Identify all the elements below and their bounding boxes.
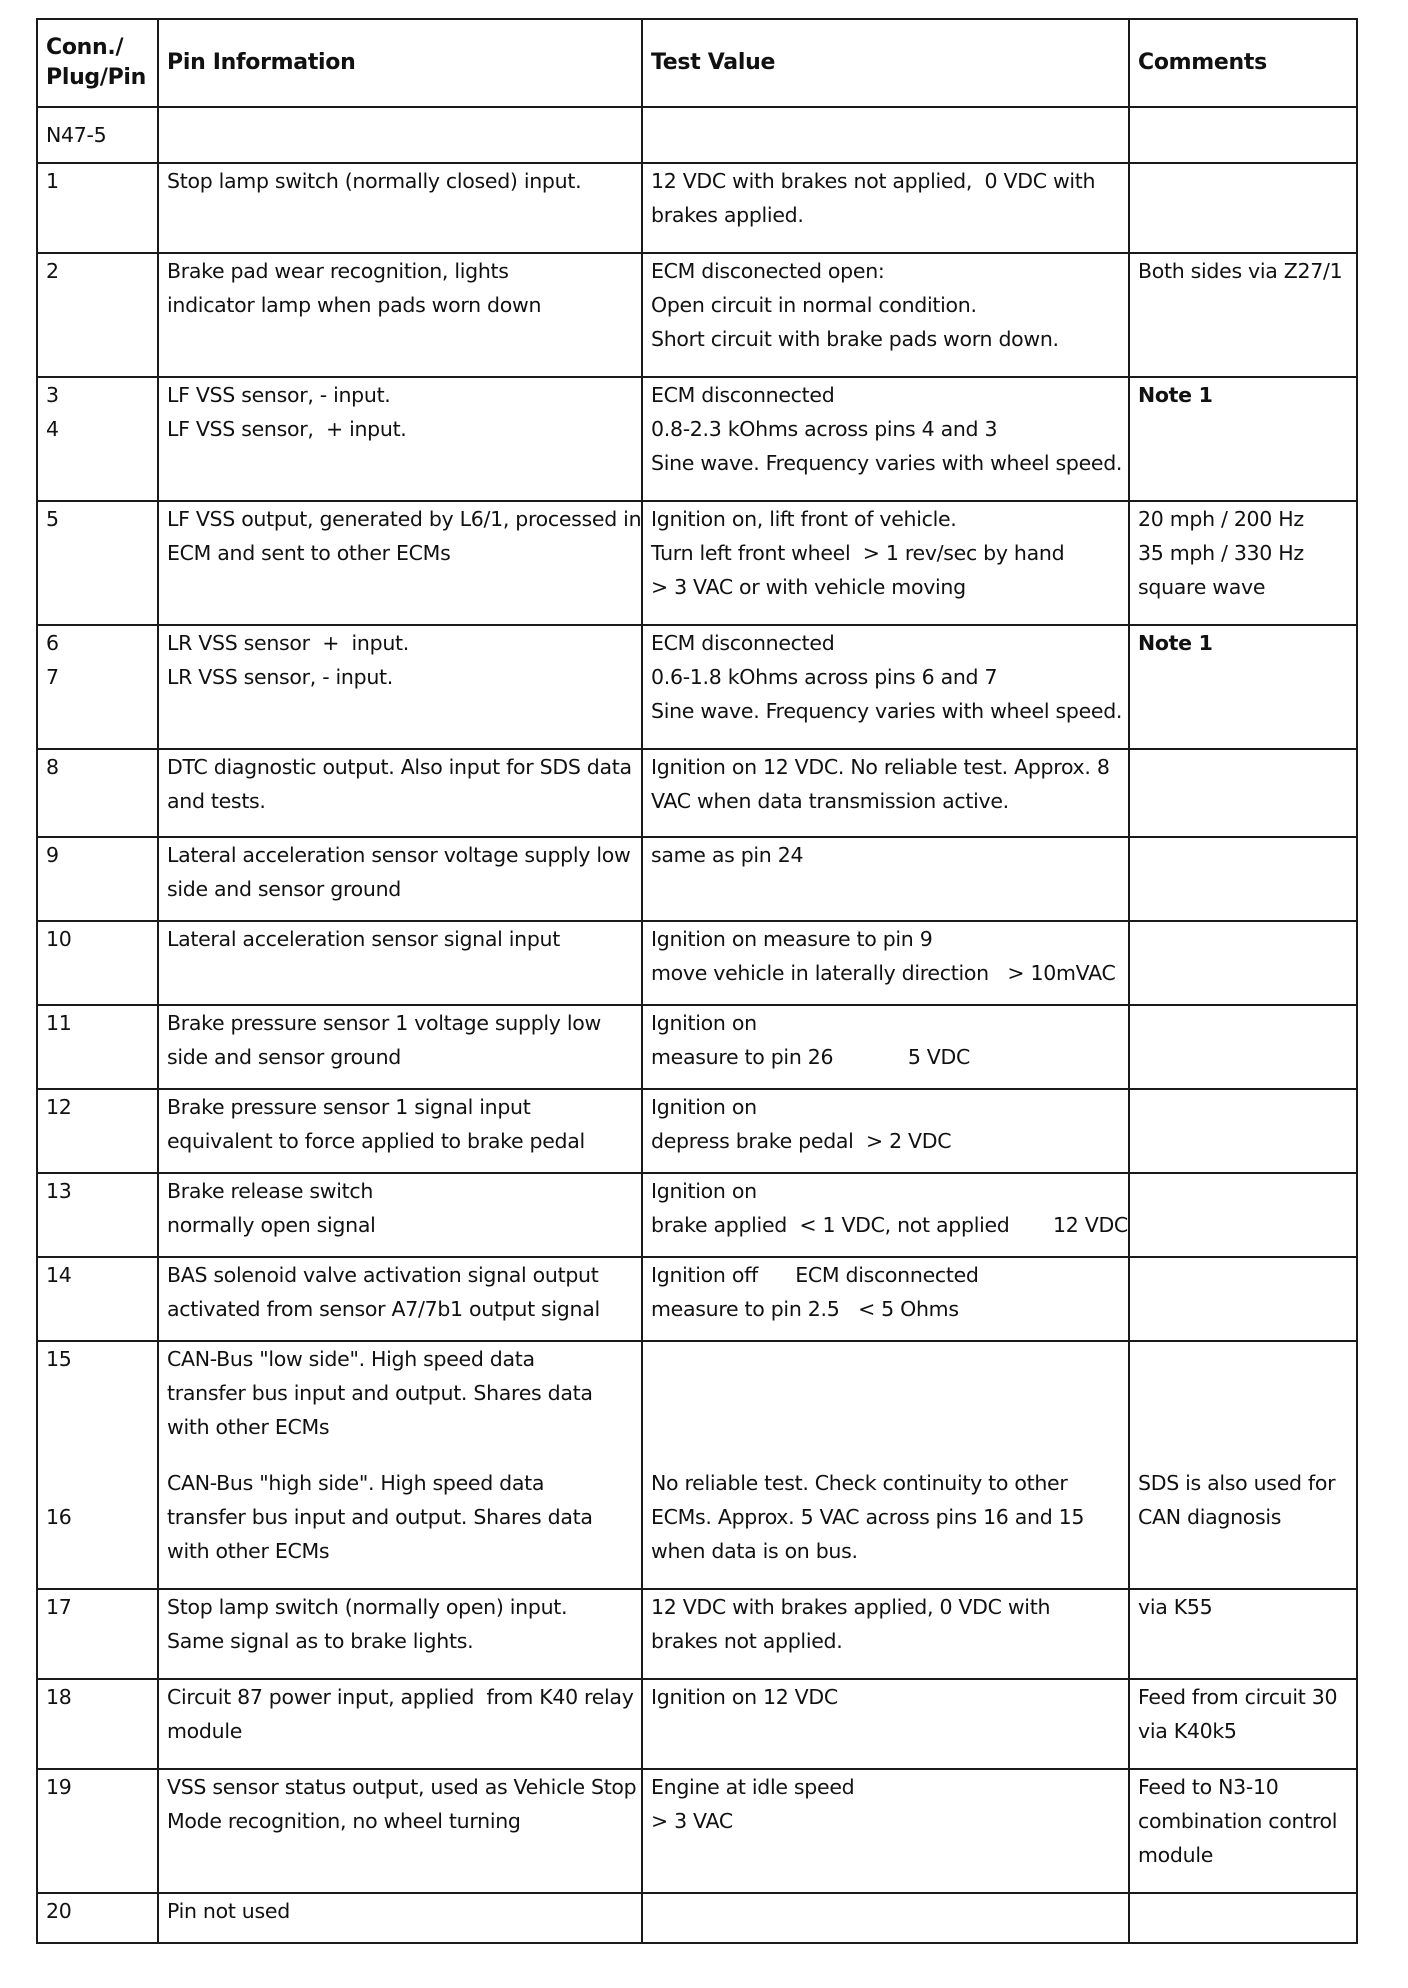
test-value-cell <box>642 163 1129 253</box>
comments-line: SDS is also used for <box>1138 1471 1336 1495</box>
pin-cell-line: 6 <box>46 631 59 655</box>
comments-cell <box>1129 501 1357 625</box>
pin-info-cell-line: Brake pressure sensor 1 voltage supply low <box>167 1011 601 1035</box>
test-value-cell-line: depress brake pedal > 2 VDC <box>651 1129 952 1153</box>
pin-info-cell-line: ECM and sent to other ECMs <box>167 541 451 565</box>
empty-cell <box>642 107 1129 163</box>
test-value-cell <box>642 921 1129 1005</box>
test-value-cell <box>642 749 1129 837</box>
pin-info-cell-line: Same signal as to brake lights. <box>167 1629 474 1653</box>
comments-cell <box>1129 625 1357 749</box>
comments-cell <box>1129 1089 1357 1173</box>
pin-info-cell-line: normally open signal <box>167 1213 376 1237</box>
pin-cell-line: 5 <box>46 507 59 531</box>
pin-info-cell-line: BAS solenoid valve activation signal output <box>167 1263 599 1287</box>
pin-cell <box>37 377 158 501</box>
table-row <box>37 253 1357 377</box>
test-value-cell <box>642 1769 1129 1893</box>
pin-cell <box>37 253 158 377</box>
table-row <box>37 921 1357 1005</box>
test-value-cell-line: Sine wave. Frequency varies with wheel speed. <box>651 699 1123 723</box>
pin-cell-line: 17 <box>46 1595 72 1619</box>
pin-info-cell-line: Stop lamp switch (normally open) input. <box>167 1595 568 1619</box>
pin-cell-line: 19 <box>46 1775 72 1799</box>
table-row <box>37 1005 1357 1089</box>
pin-info-cell-line: LF VSS sensor, + input. <box>167 417 407 441</box>
pin-info-cell-line: VSS sensor status output, used as Vehicle Stop <box>167 1775 637 1799</box>
pin-info-cell <box>158 1893 642 1943</box>
pin-cell-line: 11 <box>46 1011 72 1035</box>
test-value-cell <box>642 837 1129 921</box>
comments-cell-line: 20 mph / 200 Hz <box>1138 507 1304 531</box>
comments-cell <box>1129 1005 1357 1089</box>
test-value-cell-line: measure to pin 26 5 VDC <box>651 1045 971 1069</box>
comments-cell <box>1129 1257 1357 1341</box>
pin-cell <box>37 501 158 625</box>
comments-cell-line: Feed to N3-10 <box>1138 1775 1279 1799</box>
pin-info-cell-line: and tests. <box>167 789 266 813</box>
pin-cell <box>37 1257 158 1341</box>
comments-cell-line: module <box>1138 1843 1214 1867</box>
pin-line: 15 <box>46 1347 72 1371</box>
test-value-cell <box>642 1589 1129 1679</box>
comments-cell-line: Note 1 <box>1138 631 1213 655</box>
pin-info-cell <box>158 377 642 501</box>
pin-table <box>36 18 1358 1944</box>
pin-cell-line: 8 <box>46 755 59 779</box>
test-value-cell-line: 12 VDC with brakes applied, 0 VDC with <box>651 1595 1051 1619</box>
test-value-cell-line: Ignition on, lift front of vehicle. <box>651 507 957 531</box>
pin-info-cell-line: Circuit 87 power input, applied from K40 relay <box>167 1685 634 1709</box>
test-value-cell-line: Ignition on measure to pin 9 <box>651 927 933 951</box>
test-value-cell-line: Ignition on <box>651 1011 757 1035</box>
pin-info-cell <box>158 1341 642 1589</box>
pin-cell <box>37 837 158 921</box>
table-row <box>37 1589 1357 1679</box>
table-row <box>37 837 1357 921</box>
section-label: N47-5 <box>37 107 158 163</box>
pin-info-cell-line: Brake pressure sensor 1 signal input <box>167 1095 531 1119</box>
table-row <box>37 501 1357 625</box>
test-value-line: when data is on bus. <box>651 1539 858 1563</box>
test-value-cell-line: Engine at idle speed <box>651 1775 855 1799</box>
pin-info-cell-line: Stop lamp switch (normally closed) input. <box>167 169 582 193</box>
table-row <box>37 377 1357 501</box>
header-conn: Conn./ Plug/Pin <box>37 19 158 107</box>
test-value-line: ECMs. Approx. 5 VAC across pins 16 and 15 <box>651 1505 1085 1529</box>
pin-cell <box>37 1893 158 1943</box>
pin-info-cell <box>158 1589 642 1679</box>
pin-info-cell-line: DTC diagnostic output. Also input for SDS data <box>167 755 632 779</box>
pin-info-cell <box>158 1769 642 1893</box>
comments-cell-line: Note 1 <box>1138 383 1213 407</box>
comments-cell <box>1129 1769 1357 1893</box>
comments-cell <box>1129 1173 1357 1257</box>
test-value-cell-line: Ignition on 12 VDC <box>651 1685 838 1709</box>
pin-info-line: with other ECMs <box>167 1539 330 1563</box>
test-value-cell-line: Open circuit in normal condition. <box>651 293 977 317</box>
pin-cell-line: 4 <box>46 417 59 441</box>
table-row <box>37 163 1357 253</box>
test-value-cell <box>642 1679 1129 1769</box>
pin-cell <box>37 1679 158 1769</box>
comments-cell <box>1129 163 1357 253</box>
table-row <box>37 1893 1357 1943</box>
pin-cell <box>37 1769 158 1893</box>
pin-info-cell-line: activated from sensor A7/7b1 output signal <box>167 1297 600 1321</box>
pin-cell-line: 13 <box>46 1179 72 1203</box>
pin-info-cell-line: module <box>167 1719 243 1743</box>
test-value-cell-line: Turn left front wheel > 1 rev/sec by hand <box>651 541 1065 565</box>
pin-cell <box>37 163 158 253</box>
empty-cell <box>158 107 642 163</box>
test-value-cell-line: ECM disconnected <box>651 383 835 407</box>
test-value-cell <box>642 1893 1129 1943</box>
pin-info-cell-line: side and sensor ground <box>167 877 401 901</box>
table-row <box>37 1679 1357 1769</box>
pin-info-cell-line: LF VSS output, generated by L6/1, processed in <box>167 507 642 531</box>
table-row-can-bus <box>37 1341 1357 1589</box>
pin-info-cell-line: side and sensor ground <box>167 1045 401 1069</box>
pin-cell <box>37 1005 158 1089</box>
pin-info-cell-line: indicator lamp when pads worn down <box>167 293 542 317</box>
pin-cell-line: 3 <box>46 383 59 407</box>
pin-cell <box>37 749 158 837</box>
test-value-cell-line: Ignition on <box>651 1095 757 1119</box>
pin-cell <box>37 1341 158 1589</box>
comments-cell <box>1129 1679 1357 1769</box>
test-value-cell-line: Ignition on 12 VDC. No reliable test. Approx. 8 <box>651 755 1110 779</box>
test-value-cell-line: 12 VDC with brakes not applied, 0 VDC with <box>651 169 1096 193</box>
comments-cell-line: Both sides via Z27/1 <box>1138 259 1343 283</box>
pin-info-cell <box>158 501 642 625</box>
comments-cell <box>1129 921 1357 1005</box>
comments-cell <box>1129 253 1357 377</box>
test-value-cell <box>642 501 1129 625</box>
pin-info-cell <box>158 625 642 749</box>
test-value-cell-line: > 3 VAC <box>651 1809 733 1833</box>
comments-line: CAN diagnosis <box>1138 1505 1282 1529</box>
pin-info-cell-line: equivalent to force applied to brake pedal <box>167 1129 585 1153</box>
pin-cell-line: 20 <box>46 1899 72 1923</box>
pin-info-cell-line: LF VSS sensor, - input. <box>167 383 391 407</box>
pin-info-line: transfer bus input and output. Shares data <box>167 1505 593 1529</box>
pin-cell <box>37 1589 158 1679</box>
test-value-cell-line: move vehicle in laterally direction > 10mVAC <box>651 961 1116 985</box>
test-value-cell <box>642 1005 1129 1089</box>
test-value-cell <box>642 253 1129 377</box>
test-value-cell-line: ECM disconected open: <box>651 259 885 283</box>
pin-info-cell-line: Pin not used <box>167 1899 290 1923</box>
test-value-cell-line: VAC when data transmission active. <box>651 789 1009 813</box>
pin-cell-line: 10 <box>46 927 72 951</box>
test-value-cell <box>642 1257 1129 1341</box>
comments-cell-line: via K40k5 <box>1138 1719 1237 1743</box>
pin-info-cell <box>158 253 642 377</box>
pin-cell <box>37 1089 158 1173</box>
test-value-cell <box>642 1173 1129 1257</box>
comments-cell <box>1129 1589 1357 1679</box>
pin-info-cell-line: Brake release switch <box>167 1179 374 1203</box>
empty-cell <box>1129 107 1357 163</box>
test-value-cell-line: 0.6-1.8 kOhms across pins 6 and 7 <box>651 665 998 689</box>
table-row <box>37 749 1357 837</box>
pin-cell-line: 1 <box>46 169 59 193</box>
pin-info-cell <box>158 163 642 253</box>
header-comments: Comments <box>1129 19 1357 107</box>
pin-info-line: CAN-Bus "low side". High speed data <box>167 1347 535 1371</box>
test-value-line: No reliable test. Check continuity to other <box>651 1471 1068 1495</box>
pin-cell-line: 18 <box>46 1685 72 1709</box>
pin-cell-line: 2 <box>46 259 59 283</box>
comments-cell <box>1129 1893 1357 1943</box>
test-value-cell-line: measure to pin 2.5 < 5 Ohms <box>651 1297 959 1321</box>
pin-info-cell <box>158 1089 642 1173</box>
comments-cell-line: combination control <box>1138 1809 1338 1833</box>
pin-line: 16 <box>46 1505 72 1529</box>
pin-info-cell <box>158 921 642 1005</box>
test-value-cell <box>642 1089 1129 1173</box>
test-value-cell-line: 0.8-2.3 kOhms across pins 4 and 3 <box>651 417 998 441</box>
pin-info-cell <box>158 1173 642 1257</box>
comments-cell <box>1129 377 1357 501</box>
comments-cell <box>1129 749 1357 837</box>
test-value-cell-line: Sine wave. Frequency varies with wheel speed. <box>651 451 1123 475</box>
comments-cell-line: Feed from circuit 30 <box>1138 1685 1338 1709</box>
table-row <box>37 1089 1357 1173</box>
pin-cell-line: 9 <box>46 843 59 867</box>
pin-cell-line: 14 <box>46 1263 72 1287</box>
pin-cell <box>37 1173 158 1257</box>
test-value-cell-line: ECM disconnected <box>651 631 835 655</box>
test-value-cell-line: brake applied < 1 VDC, not applied 12 VDC <box>651 1213 1128 1237</box>
pin-info-cell <box>158 1257 642 1341</box>
pin-info-cell <box>158 1005 642 1089</box>
pin-info-cell-line: Mode recognition, no wheel turning <box>167 1809 521 1833</box>
comments-cell-line: square wave <box>1138 575 1266 599</box>
table-row <box>37 1173 1357 1257</box>
test-value-cell <box>642 1341 1129 1589</box>
test-value-cell-line: brakes not applied. <box>651 1629 843 1653</box>
pin-info-cell <box>158 749 642 837</box>
pin-info-cell-line: Brake pad wear recognition, lights <box>167 259 509 283</box>
pin-cell-line: 12 <box>46 1095 72 1119</box>
test-value-cell-line: Ignition on <box>651 1179 757 1203</box>
pin-table-sheet <box>36 18 1356 1944</box>
table-row <box>37 625 1357 749</box>
comments-cell <box>1129 837 1357 921</box>
comments-cell-line: 35 mph / 330 Hz <box>1138 541 1304 565</box>
test-value-cell-line: same as pin 24 <box>651 843 804 867</box>
pin-cell-line: 7 <box>46 665 59 689</box>
test-value-cell-line: brakes applied. <box>651 203 804 227</box>
test-value-cell-line: Short circuit with brake pads worn down. <box>651 327 1059 351</box>
pin-info-line: CAN-Bus "high side". High speed data <box>167 1471 545 1495</box>
pin-info-cell-line: LR VSS sensor + input. <box>167 631 409 655</box>
pin-info-cell-line: Lateral acceleration sensor voltage supply low <box>167 843 631 867</box>
section-row <box>37 107 1357 163</box>
pin-info-cell-line: LR VSS sensor, - input. <box>167 665 393 689</box>
pin-cell <box>37 921 158 1005</box>
comments-cell-line: via K55 <box>1138 1595 1213 1619</box>
header-test-value: Test Value <box>642 19 1129 107</box>
test-value-cell-line: > 3 VAC or with vehicle moving <box>651 575 966 599</box>
pin-info-line: transfer bus input and output. Shares data <box>167 1381 593 1405</box>
pin-info-cell-line: Lateral acceleration sensor signal input <box>167 927 560 951</box>
header-pin-info: Pin Information <box>158 19 642 107</box>
test-value-cell <box>642 625 1129 749</box>
test-value-cell <box>642 377 1129 501</box>
test-value-cell-line: Ignition off ECM disconnected <box>651 1263 979 1287</box>
pin-cell <box>37 625 158 749</box>
pin-info-cell <box>158 837 642 921</box>
table-row <box>37 1769 1357 1893</box>
header-row <box>37 19 1357 107</box>
pin-info-cell <box>158 1679 642 1769</box>
pin-info-line: with other ECMs <box>167 1415 330 1439</box>
comments-cell <box>1129 1341 1357 1589</box>
table-row <box>37 1257 1357 1341</box>
